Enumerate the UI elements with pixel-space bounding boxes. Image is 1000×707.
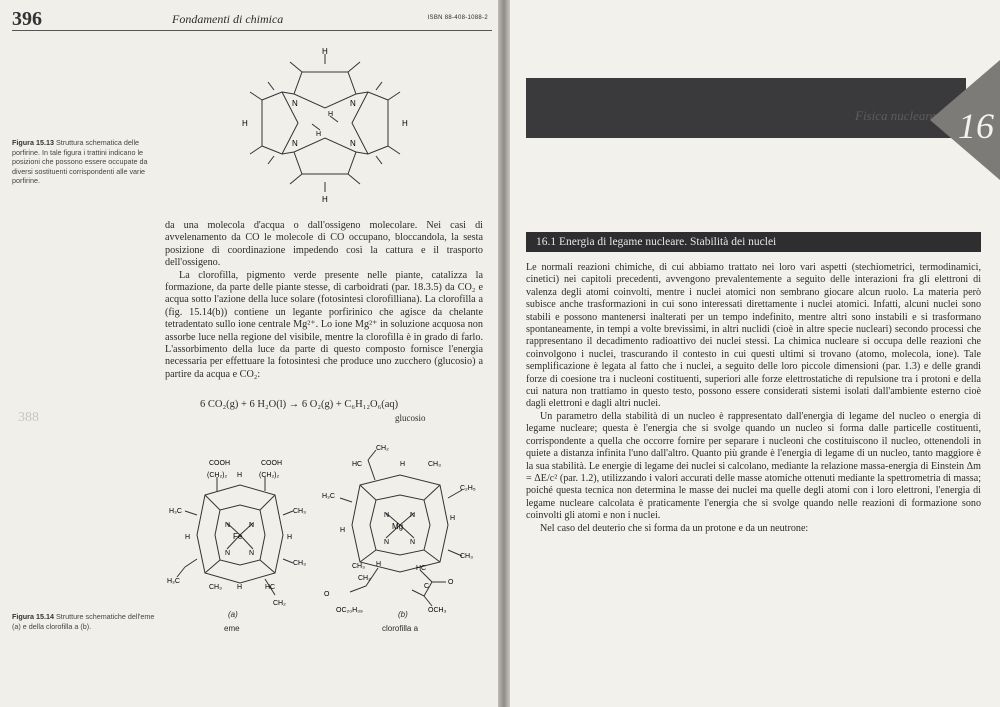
atom-h-right: H — [402, 119, 408, 128]
right-page — [510, 0, 1000, 707]
heme-ch2-3: CH₂ — [273, 600, 286, 607]
porphyrin-structure — [240, 42, 410, 207]
atom-n-4: N — [350, 139, 356, 148]
atom-n-2: N — [350, 99, 356, 108]
heme-label: (a) — [228, 610, 238, 619]
chl-n-2: N — [410, 512, 416, 519]
atom-h-inner-1: H — [316, 131, 322, 138]
right-paragraph: Le normali reazioni chimiche, di cui abbiamo trattato nei loro vari aspetti (stechiometrici, termodinamici, cinetici) nei capitoli precedenti, avvengono prevalentemente a seguito delle interazioni fra gli elettroni di valenza degli atomi coinvolti, mentre i nuclei atomici non sembrano giocare alcun ruolo. La materia però subisce anche trasformazioni in cui sono interessati direttamente i nuclei atomici. Infatti, alcuni nuclei sono stabili e possono mantenersi inalterati per un tempo indefinito, mentre altri sono instabili e si trasformano spontaneamente, in tempi a volte brevissimi, in altri nuclidi (cioè in altre specie nucleari) secondo processi che rappresentano il decadimento radioattivo dei nuclei stessi. La chimica nucleare si occupa delle reazioni che coinvolgono i nuclei, trascurando il contesto in cui questi ultimi si trovano (atomo, molecola, ione). Tale semplificazione è legata al fatto che i nuclei, a seguito delle loro piccole dimensioni (par. 1.3) e delle grandi forze di coesione tra i nucleoni costituenti, superiori alle forze elettrostatiche di repulsione tra i protoni e della cui natura non trattiamo in questo testo, possono essere considerati sistemi isolati dall'ambiente esterno cioè dagli elettroni e dagli altri nuclei. — [526, 262, 981, 410]
caption-label: Figura 15.14 — [12, 612, 54, 621]
photosynthesis-equation: 6 CO₂(g) + 6 H₂O(l) → 6 O₂(g) + C₆H₁₂O₆(aq) — [200, 399, 399, 410]
running-header — [12, 8, 492, 31]
heme-cooh-1: COOH — [209, 460, 230, 467]
atom-n-3: N — [292, 139, 298, 148]
chl-n-3: N — [384, 539, 390, 546]
heme-ch3-2: CH₃ — [293, 560, 306, 567]
chl-h-left: H — [340, 527, 346, 534]
heme-name: eme — [224, 624, 240, 633]
heme-h-bottom: H — [237, 584, 243, 591]
heme-h2c: H₃C — [167, 578, 180, 585]
left-paragraph: La clorofilla, pigmento verde presente nelle piante, catalizza la formazione, da parte delle piante stesse, di carboidrati (par. 18.3.5) da CO₂ e acqua sotto l'azione della luce solare (fotosintesi clorofilliana). La clorofilla a (fig. 15.14(b)) contiene un legante porfirinico che agisce da chelante tetradentato sullo ione centrale Mg²⁺. Lo ione Mg²⁺ in soluzione acquosa non assorbe luce nella regione del visibile, mentre la clorofilla è in grado di farlo. L'assorbimento della luce da parte di questo composto fornisce l'energia necessaria per effettuare la fotosintesi che produce uno zucchero (glucosio) a partire da acqua e CO₂: — [165, 269, 483, 380]
heme-structure — [165, 455, 315, 615]
chapter-number-tab — [930, 60, 1000, 180]
chl-hc-2: HC — [416, 565, 427, 572]
chapter-number: 16 — [958, 106, 994, 146]
heme-ch3-1: CH₃ — [293, 508, 306, 515]
chapter-title: Fisica nucleare — [855, 108, 936, 123]
chl-ch3-3: CH₃ — [352, 563, 365, 570]
chl-n-4: N — [410, 539, 416, 546]
chl-oc20h39: OC₂₀H₃₉ — [336, 607, 363, 614]
heme-hc: HC — [265, 584, 276, 591]
page-number: 396 — [12, 8, 42, 30]
atom-h-top: H — [322, 47, 328, 56]
equation-label: glucosio — [395, 413, 426, 423]
atom-h-left: H — [242, 119, 248, 128]
chl-ch3-1: CH₃ — [428, 461, 441, 468]
chl-hc: HC — [352, 461, 363, 468]
heme-cooh-2: COOH — [261, 460, 282, 467]
heme-ch2-2: (CH₂)₂ — [259, 472, 280, 479]
chl-h-right: H — [450, 515, 456, 522]
book-gutter — [498, 0, 510, 707]
chl-h-top: H — [400, 461, 406, 468]
chl-c2h5: C₂H₅ — [460, 485, 476, 492]
chl-c: C — [424, 583, 430, 590]
running-title: Fondamenti di chimica — [172, 12, 284, 26]
heme-h-left: H — [185, 534, 191, 541]
left-page — [0, 0, 498, 707]
heme-h-top: H — [237, 472, 243, 479]
caption-label: Figura 15.13 — [12, 138, 54, 147]
heme-fe: Fe — [233, 532, 243, 541]
heme-n-1: N — [225, 522, 231, 529]
isbn: ISBN 88-408-1088-2 — [427, 15, 488, 21]
heme-n-4: N — [249, 550, 255, 557]
chlorophyll-name: clorofilla a — [382, 624, 419, 633]
chl-h-bottom: H — [376, 561, 382, 568]
caption-text: Struttura schematica delle porfirine. In tale figura i trattini indicano le posizioni che possono essere occupate da diversi sostituenti corrispondenti alle varie porfirine. — [12, 138, 148, 185]
chlorophyll-label: (b) — [398, 610, 408, 619]
right-paragraph: Un parametro della stabilità di un nucleo è rappresentato dall'energia di legame del nucleo o energia di legame nucleare; questa è l'energia che si svolge quando un nucleo si forma dalle particelle costituenti, corrispondente a quella che occorre fornire per separare i nucleoni che costituiscono il nucleo, ottenendoli in quiete a distanza infinita l'uno dall'altro. Quanto più grande è l'energia di legame di un nucleo, tanto maggiore è la sua stabilità. Le energie di legame dei nuclei si calcolano, mediante la relazione massa-energia di Einstein Δm = ΔE/c² (par. 1.2), utilizzando i valori accurati delle masse atomiche ottenuti mediante la spettrometria di massa; poiché questa tecnica non determina le masse dei nuclei ma quelle degli atomi con i loro elettroni, l'energia di legame nucleare calcolata è praticamente l'energia che si svolge quando nelle reazioni di formazione sono coinvolti gli atomi e non i nuclei. — [526, 410, 981, 522]
atom-n-1: N — [292, 99, 298, 108]
heme-h-right: H — [287, 534, 293, 541]
heme-n-2: N — [249, 522, 255, 529]
section-heading: 16.1 Energia di legame nucleare. Stabilità dei nuclei — [526, 232, 981, 252]
caption-text: Strutture schematiche dell'eme (a) e della clorofilla a (b). — [12, 612, 155, 631]
atom-h-bottom: H — [322, 195, 328, 204]
figure-15-13-caption — [12, 138, 162, 186]
heme-n-3: N — [225, 550, 231, 557]
show-through-number: 388 — [18, 410, 39, 425]
chl-h3c: H₃C — [322, 493, 335, 500]
chl-o-1: O — [448, 579, 454, 586]
chl-och3: OCH₃ — [428, 607, 447, 614]
atom-h-inner-2: H — [328, 111, 334, 118]
chl-ch2-2: CH₂ — [358, 575, 371, 582]
chl-ch3-2: CH₃ — [460, 553, 473, 560]
heme-h3c: H₃C — [169, 508, 182, 515]
figure-15-14-caption — [12, 612, 162, 631]
chl-mg: Mg — [392, 522, 404, 531]
right-paragraph: Nel caso del deuterio che si forma da un protone e da un neutrone: — [540, 522, 809, 534]
chl-ch2-top: CH₂ — [376, 445, 389, 452]
heme-ch2-1: (CH₂)₂ — [207, 472, 228, 479]
left-paragraph: da una molecola d'acqua o dall'ossigeno molecolare. Nei casi di avvelenamento da CO le molecole di CO occupano, bloccandola, la sesta posizione di coordinazione impedendo così la cattura e il trasporto dell'ossigeno. — [165, 220, 483, 269]
right-body-text — [526, 262, 981, 535]
chl-n-1: N — [384, 512, 390, 519]
heme-ch3-3: CH₃ — [209, 584, 222, 591]
chl-o-2: O — [324, 591, 330, 598]
left-body-text — [165, 220, 483, 381]
chlorophyll-structure — [320, 440, 485, 615]
